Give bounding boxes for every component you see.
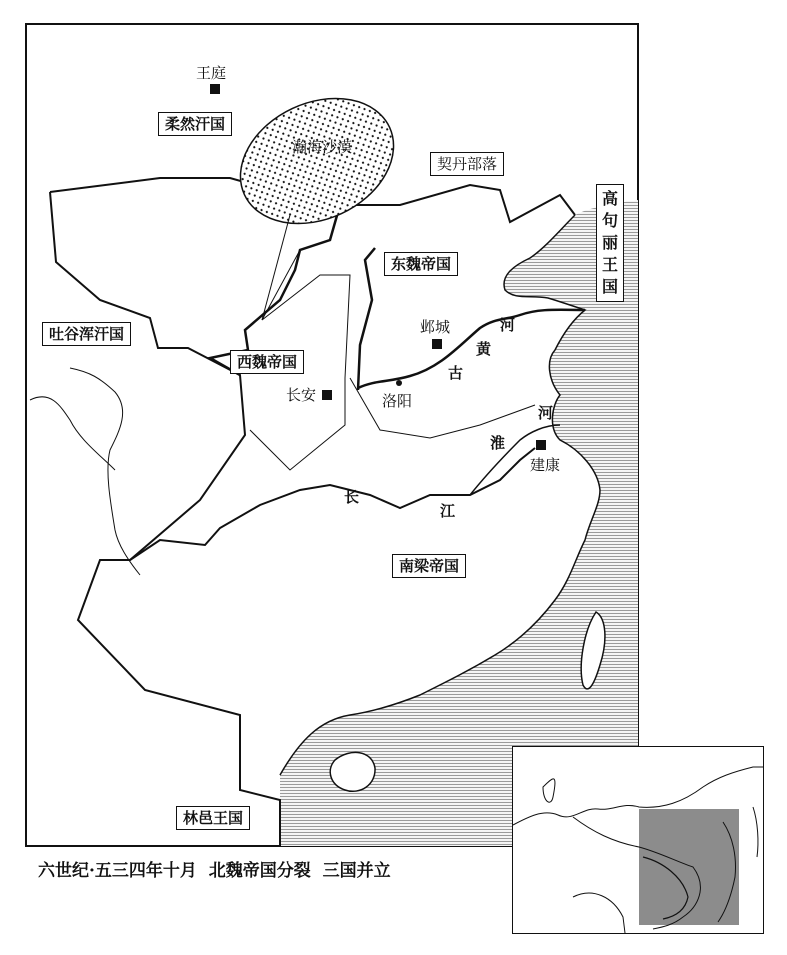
river-label-jiang: 江 [440,502,456,520]
label-gaogouli: 高 句 丽 王 国 [596,184,624,302]
inset-locator-map [512,746,764,934]
city-changan-marker [322,390,332,400]
inset-highlight-area [639,809,739,925]
label-linyi: 林邑王国 [176,806,250,830]
label-yecheng: 邺城 [420,318,451,336]
river-label-huang: 黄 [476,340,492,358]
hainan-island [330,752,375,791]
city-jiankang-marker [536,440,546,450]
label-rouran: 柔然汗国 [158,112,232,136]
city-luoyang-marker [396,380,402,386]
label-xiwei: 西魏帝国 [230,350,304,374]
label-nanliang: 南梁帝国 [392,554,466,578]
capital-wangting-marker [210,84,220,94]
label-jiankang: 建康 [530,456,561,474]
label-dongwei: 东魏帝国 [384,252,458,276]
label-tuyuhun: 吐谷浑汗国 [42,322,131,346]
label-wangting: 王庭 [196,64,227,82]
river-label-he1: 河 [500,316,516,334]
label-changan: 长安 [286,386,317,404]
river-label-gu: 古 [448,364,464,382]
label-hanhai: 瀚海沙漠 [292,138,353,156]
city-yecheng-marker [432,339,442,349]
label-luoyang: 洛阳 [382,392,413,410]
map-caption: 六世纪·五三四年十月 北魏帝国分裂 三国并立 [38,861,391,881]
label-qidan: 契丹部落 [430,152,504,176]
river-label-huai: 淮 [490,434,506,452]
river-label-chang: 长 [344,488,360,506]
inset-svg [513,747,763,933]
river-label-he2: 河 [538,404,554,422]
